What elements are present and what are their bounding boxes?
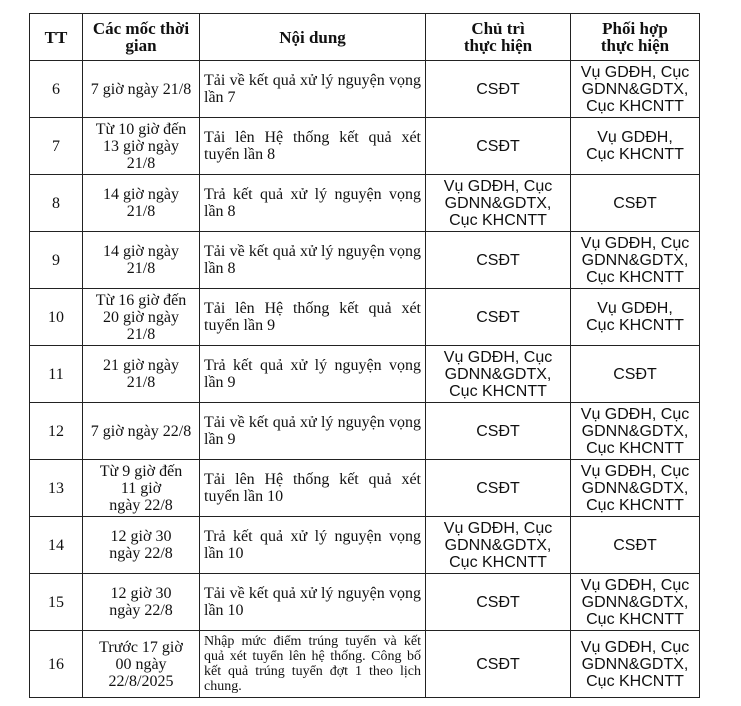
cell-time: 14 giờ ngày 21/8 — [83, 175, 200, 232]
table-row — [30, 175, 700, 232]
table-row — [30, 118, 700, 175]
cell-content: Tải lên Hệ thống kết quả xét tuyển lần 10 — [200, 460, 426, 517]
cell-time: Từ 10 giờ đến 13 giờ ngày 21/8 — [83, 118, 200, 175]
cell-tt: 12 — [30, 403, 83, 460]
cell-tt: 8 — [30, 175, 83, 232]
cell-tt: 9 — [30, 232, 83, 289]
cell-time: 14 giờ ngày 21/8 — [83, 232, 200, 289]
cell-coop: Vụ GDĐH, Cục GDNN&GDTX, Cục KHCNTT — [571, 574, 700, 631]
cell-main: CSĐT — [426, 403, 571, 460]
cell-coop: Vụ GDĐH, Cục GDNN&GDTX, Cục KHCNTT — [571, 61, 700, 118]
cell-time: 12 giờ 30 ngày 22/8 — [83, 517, 200, 574]
cell-main: Vụ GDĐH, Cục GDNN&GDTX, Cục KHCNTT — [426, 175, 571, 232]
header-main: Chủ trì thực hiện — [426, 14, 571, 61]
cell-coop: Vụ GDĐH, Cục KHCNTT — [571, 118, 700, 175]
cell-coop: Vụ GDĐH, Cục GDNN&GDTX, Cục KHCNTT — [571, 460, 700, 517]
cell-coop: Vụ GDĐH, Cục GDNN&GDTX, Cục KHCNTT — [571, 403, 700, 460]
header-time: Các mốc thời gian — [83, 14, 200, 61]
cell-coop: Vụ GDĐH, Cục GDNN&GDTX, Cục KHCNTT — [571, 631, 700, 698]
header-content: Nội dung — [200, 14, 426, 61]
cell-content: Trả kết quả xử lý nguyện vọng lần 8 — [200, 175, 426, 232]
cell-content: Trả kết quả xử lý nguyện vọng lần 10 — [200, 517, 426, 574]
table-row — [30, 232, 700, 289]
cell-main: CSĐT — [426, 232, 571, 289]
cell-main: Vụ GDĐH, Cục GDNN&GDTX, Cục KHCNTT — [426, 517, 571, 574]
cell-content: Tải lên Hệ thống kết quả xét tuyển lần 8 — [200, 118, 426, 175]
cell-time: 12 giờ 30 ngày 22/8 — [83, 574, 200, 631]
cell-content: Tải về kết quả xử lý nguyện vọng lần 10 — [200, 574, 426, 631]
cell-coop: Vụ GDĐH, Cục KHCNTT — [571, 289, 700, 346]
cell-time: 7 giờ ngày 21/8 — [83, 61, 200, 118]
cell-content: Tải về kết quả xử lý nguyện vọng lần 7 — [200, 61, 426, 118]
cell-main: CSĐT — [426, 118, 571, 175]
cell-content: Tải về kết quả xử lý nguyện vọng lần 8 — [200, 232, 426, 289]
cell-content: Tải lên Hệ thống kết quả xét tuyển lần 9 — [200, 289, 426, 346]
table-row — [30, 574, 700, 631]
table-row — [30, 460, 700, 517]
cell-main: CSĐT — [426, 289, 571, 346]
table-row — [30, 346, 700, 403]
cell-main: CSĐT — [426, 61, 571, 118]
cell-main: CSĐT — [426, 574, 571, 631]
cell-tt: 15 — [30, 574, 83, 631]
cell-main: Vụ GDĐH, Cục GDNN&GDTX, Cục KHCNTT — [426, 346, 571, 403]
cell-time: Từ 16 giờ đến 20 giờ ngày 21/8 — [83, 289, 200, 346]
cell-tt: 11 — [30, 346, 83, 403]
table-row — [30, 289, 700, 346]
header-tt: TT — [30, 14, 83, 61]
cell-tt: 16 — [30, 631, 83, 698]
cell-tt: 6 — [30, 61, 83, 118]
cell-coop: CSĐT — [571, 346, 700, 403]
cell-main: CSĐT — [426, 460, 571, 517]
cell-main: CSĐT — [426, 631, 571, 698]
schedule-table — [29, 13, 700, 698]
cell-content: Tải về kết quả xử lý nguyện vọng lần 9 — [200, 403, 426, 460]
cell-coop: CSĐT — [571, 517, 700, 574]
cell-content: Trả kết quả xử lý nguyện vọng lần 9 — [200, 346, 426, 403]
table-body — [30, 61, 700, 698]
table-row — [30, 61, 700, 118]
cell-time: Trước 17 giờ 00 ngày 22/8/2025 — [83, 631, 200, 698]
table-row — [30, 403, 700, 460]
cell-time: Từ 9 giờ đến 11 giờ ngày 22/8 — [83, 460, 200, 517]
table-header — [30, 14, 700, 61]
cell-content: Nhập mức điểm trúng tuyển và kết quả xét tuyển lên hệ thống. Công bố kết quả trúng tuyển đợt 1 theo lịch chung. — [200, 631, 426, 698]
cell-time: 7 giờ ngày 22/8 — [83, 403, 200, 460]
cell-tt: 13 — [30, 460, 83, 517]
cell-time: 21 giờ ngày 21/8 — [83, 346, 200, 403]
cell-tt: 7 — [30, 118, 83, 175]
cell-coop: CSĐT — [571, 175, 700, 232]
header-row — [30, 14, 700, 61]
cell-tt: 10 — [30, 289, 83, 346]
cell-coop: Vụ GDĐH, Cục GDNN&GDTX, Cục KHCNTT — [571, 232, 700, 289]
table-row — [30, 631, 700, 698]
cell-tt: 14 — [30, 517, 83, 574]
table-row — [30, 517, 700, 574]
header-coop: Phối hợp thực hiện — [571, 14, 700, 61]
